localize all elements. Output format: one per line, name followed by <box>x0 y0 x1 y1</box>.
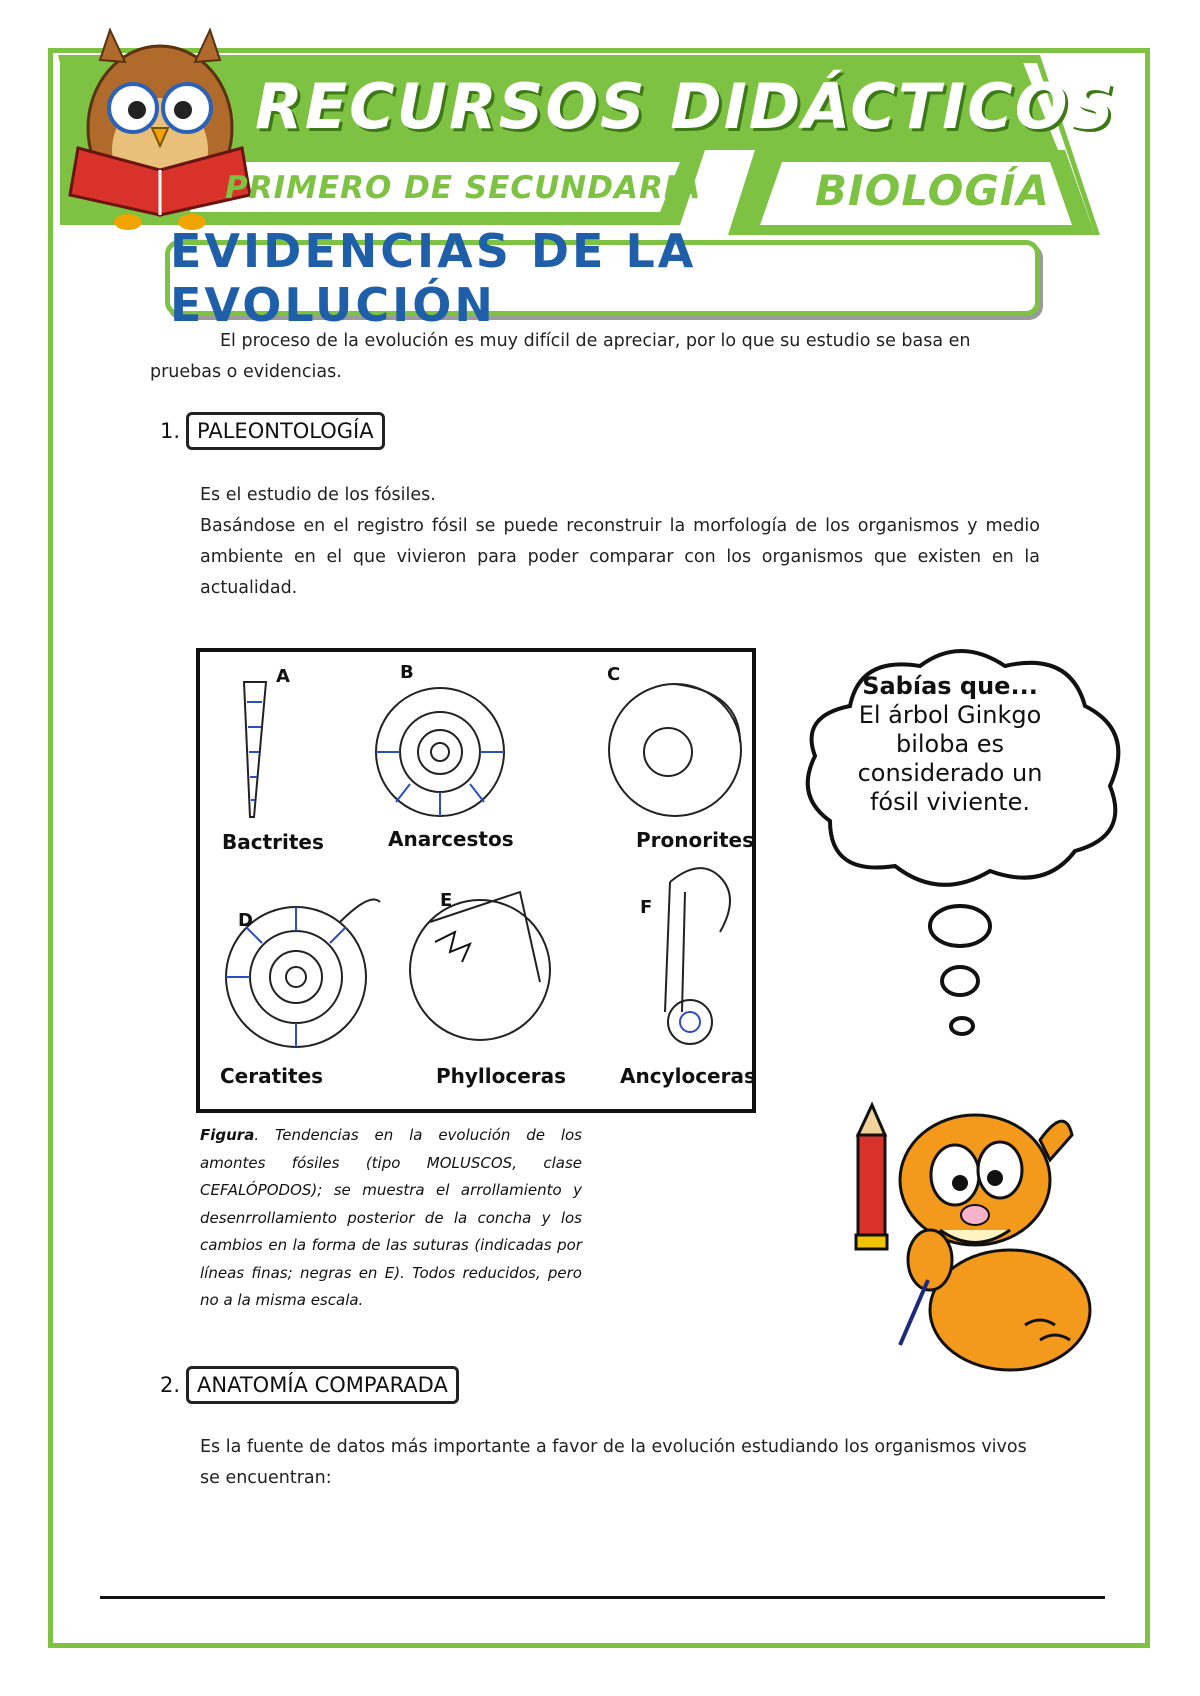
fossil-name: Anarcestos <box>388 827 514 851</box>
thought-cloud-body: El árbol Ginkgo biloba es considerado un fósil viviente. <box>857 701 1043 816</box>
fossil-name: Ancyloceras <box>620 1064 756 1088</box>
fossil-figure <box>196 648 756 1113</box>
thought-cloud-heading: Sabías que... <box>862 672 1038 700</box>
caption-text: . Tendencias en la evolución de los amontes fósiles (tipo MOLUSCOS, clase CEFALÓPODOS); se muestra el arrollamiento y desenrrollamiento posterior de la concha y los cambios en la forma de las suturas (indicadas por líneas finas; negras en E). Todos reducidos, pero no a la misma escala. <box>200 1126 582 1309</box>
pronorites-fossil-icon <box>609 684 741 816</box>
banner-title: RECURSOS DIDÁCTICOS <box>255 70 1117 143</box>
ancyloceras-fossil-icon <box>665 868 730 1044</box>
fossil-letter: E <box>440 890 453 911</box>
grade-label: PRIMERO DE SECUNDARIA <box>225 170 702 206</box>
section-paragraph: Basándose en el registro fósil se puede reconstruir la morfología de los organismos y medio ambiente en el que vivieron para poder comparar con los organismos que existen en la actualidad. <box>200 516 1040 598</box>
anarcestos-fossil-icon <box>376 688 504 816</box>
cat-mascot-icon <box>840 1085 1100 1375</box>
caption-label: Figura <box>200 1126 255 1144</box>
fossil-letter: B <box>400 662 414 683</box>
page-title: EVIDENCIAS DE LA EVOLUCIÓN <box>170 224 697 332</box>
fossil-drawings <box>200 652 752 1109</box>
section-paragraph: Es el estudio de los fósiles. <box>200 485 436 505</box>
section-label: PALEONTOLOGÍA <box>186 412 385 450</box>
fossil-letter: D <box>238 910 253 931</box>
page-title-box <box>165 224 1040 332</box>
section-number: 1. <box>160 419 181 443</box>
section-heading-anatomia <box>160 1366 459 1404</box>
fossil-letter: A <box>276 666 290 687</box>
subject-label: BIOLOGÍA <box>815 166 1050 215</box>
section-paragraph: Es la fuente de datos más importante a favor de la evolución estudiando los organismos vivos se encuentran: <box>200 1437 1027 1488</box>
fossil-letter: C <box>607 664 621 685</box>
section-label: ANATOMÍA COMPARADA <box>186 1366 459 1404</box>
section-number: 2. <box>160 1373 181 1397</box>
section-heading-paleontologia <box>160 412 385 450</box>
thought-cloud-text <box>835 672 1065 817</box>
fossil-name: Phylloceras <box>436 1064 567 1088</box>
bactrites-fossil-icon <box>244 682 266 817</box>
fossil-name: Pronorites <box>636 828 754 852</box>
fossil-name: Ceratites <box>220 1064 324 1088</box>
phylloceras-fossil-icon <box>410 892 550 1040</box>
pencil-icon <box>856 1105 887 1249</box>
fossil-letter: F <box>640 897 653 918</box>
intro-paragraph: El proceso de la evolución es muy difícil de apreciar, por lo que su estudio se basa en pruebas o evidencias. <box>150 331 971 382</box>
figure-caption <box>200 1122 582 1315</box>
footer-divider <box>100 1596 1105 1599</box>
fossil-name: Bactrites <box>222 830 324 854</box>
